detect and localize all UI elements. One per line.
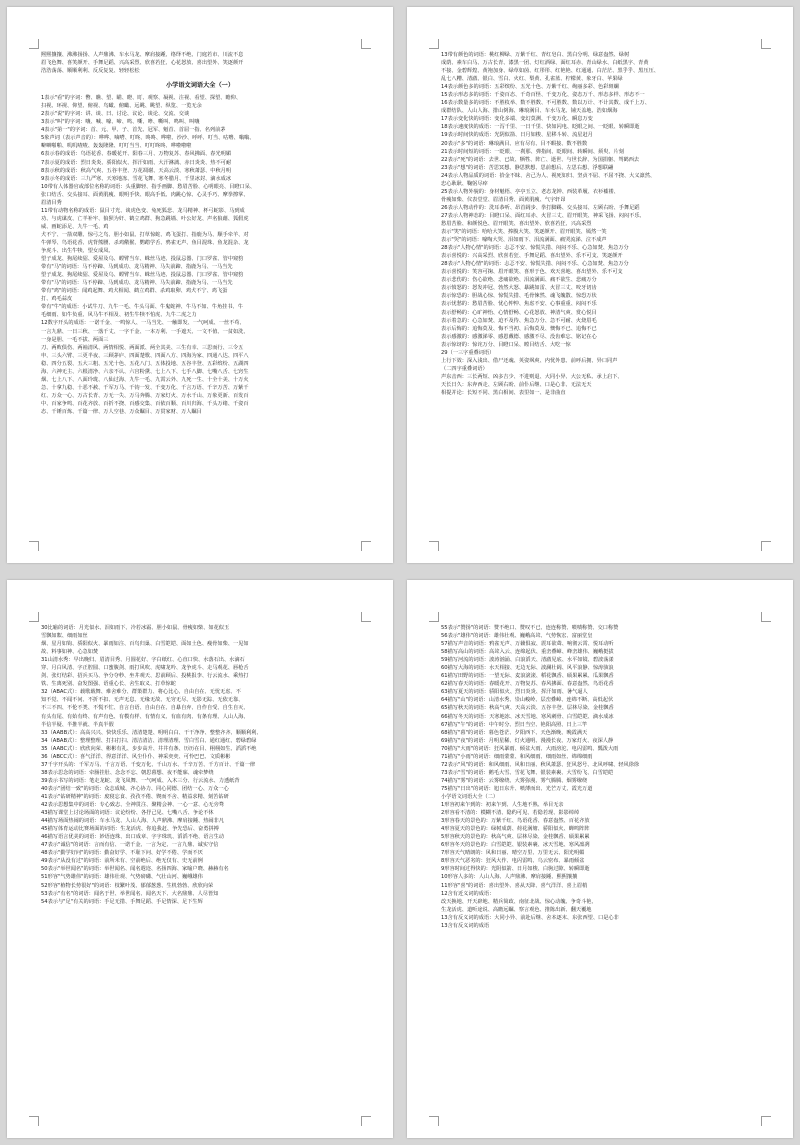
text-line: 64描写"山"的词语：山清水秀、崇山峻岭、层峦叠嶂、连绵不断、高低起伏 bbox=[441, 697, 614, 704]
margin-corner-mark bbox=[361, 39, 371, 49]
text-line: 生龙活虎、道听途说、高瞻远瞩、察言观色、推陈出新、翻天覆地 bbox=[441, 906, 592, 913]
text-line: 29（一三字重叠词语） bbox=[441, 349, 495, 356]
text-line: 功、与虎谋皮、亡羊补牢、狼狈为奸、鹤立鸡群、狗急跳墙、叶公好龙、声名狼藉、狐假虎 bbox=[41, 215, 249, 222]
text-line: 63描写夏天的词语：骄阳似火、烈日炎炎、挥汗如雨、暑气逼人 bbox=[441, 689, 588, 696]
text-line: 半信半疑、半推半就、半真半假 bbox=[41, 721, 114, 728]
text-line: 带有"鸡"的词语：闻鸡起舞、鸡犬相闻、鹤立鸡群、杀鸡取卵、鸡犬不宁、鸡飞蛋 bbox=[41, 288, 228, 295]
text-line: 62描写春天的词语：春暖花开、万物复苏、春风拂面、春意盎然、鸟语花香 bbox=[441, 681, 614, 688]
text-line: 一身是胆、一毛不拔、两面三 bbox=[41, 336, 109, 343]
text-line: 16表示数量多的词语：不胜枚举、数不胜数、不可胜数、数以万计、不计其数、成千上万、 bbox=[441, 100, 650, 107]
text-line: 5象声词（表示声音的）：哗哗、嘀嗒、叮咚、咚咚、哗啦、沙沙、呼呼、叮当、咕噜、嗡嗡、 bbox=[41, 135, 255, 142]
text-line: 39表示书写的词语：笔走龙蛇、龙飞凤舞、一气呵成、入木三分、行云流水、力透纸背 bbox=[41, 777, 240, 784]
document-page-4 bbox=[407, 580, 793, 1138]
text-line: 中、百家争鸣、百花齐放、百折不挠、百感交集、百依百顺、百川归海、千头万绪、千姿百 bbox=[41, 400, 249, 407]
text-line: 12数字开头的成语：一诺千金、一鸣惊人、一马当先、一触即发、一气呵成、一丝不苟、 bbox=[41, 320, 245, 327]
text-line: 4形容夏天的景色的：绿树成荫、荷花满塘、骄阳似火、蝉鸣阵阵 bbox=[441, 826, 590, 833]
text-line: 18表示速度快的成语：一泻千里、一日千里、快如闪电、眨眼之间、一眨眼、转瞬即逝 bbox=[441, 124, 640, 131]
margin-corner-mark bbox=[761, 612, 771, 622]
text-line: 2表示"说"的字词：讲、谈、曰、讨论、议论、谈论、交流、交谈 bbox=[41, 111, 190, 118]
text-line: 浩浩荡荡、顺顺利利、反反复复、轻轻松松 bbox=[41, 68, 140, 75]
text-line: 张口结舌、交头接耳、面黄肌瘦、眼明手快、眼高手低、肉跳心惊、心灵手巧、摩拳擦掌、 bbox=[41, 191, 249, 198]
text-line: 34（ABAB式）：整理整理、打扫打扫、清洁清洁、清理清理、雪白雪白、通红通红、碧绿碧绿 bbox=[41, 737, 257, 744]
margin-corner-mark bbox=[429, 1116, 439, 1126]
text-line: 65描写秋天的词语：秋高气爽、天高云淡、五谷丰登、层林尽染、金桂飘香 bbox=[441, 705, 614, 712]
text-line: 表示惊恐的：胆战心惊、惊慌失措、毛骨悚然、魂飞魄散、惊恐万状 bbox=[441, 293, 597, 300]
text-line: 54表示与"足"有关的词语：手足无措、手舞足蹈、手足情深、足下生辉 bbox=[41, 898, 203, 905]
text-line: 改天换地、开天辟地、精兵简政、南征北战、惊心动魄、争奇斗艳、 bbox=[441, 898, 597, 905]
text-line: 7表示夏的成语：烈日炎炎、骄阳似火、挥汗如雨、大汗淋漓、赤日炎炎、热不可耐 bbox=[41, 159, 232, 166]
text-line: 表示舒畅的：心旷神怡、心情舒畅、心花怒放、神清气爽、赏心悦目 bbox=[441, 309, 597, 316]
text-line: 38表示思念的词语：牵肠挂肚、念念不忘、朝思暮想、夜不能寐、魂牵梦绕 bbox=[41, 769, 214, 776]
text-line: 23表示"想"的词语：苦思冥想、静思默想、思前想后、左思右想、浮想联翩 bbox=[441, 164, 614, 171]
text-line: 73表示"雪"的词语：鹅毛大雪、雪花飞舞、银装素裹、大雪纷飞、白雪皑皑 bbox=[441, 769, 614, 776]
text-line: 表示"笑"的词语：哈哈大笑、捧腹大笑、笑逐颜开、眉开眼笑、嫣然一笑 bbox=[441, 229, 607, 236]
text-line: 成荫、素车白马、万古长青、漆黑一团、灯红酒绿、面红耳赤、青山绿水、白纸黑字、青黄 bbox=[441, 60, 649, 67]
text-line: 上行下效：深入浅出、借尸还魂、英姿飒爽、内忧外患、前呼后拥、异口同声 bbox=[441, 357, 618, 364]
text-line: 42表示思想集中的词语：专心致志、全神贯注、聚精会神、一心一意、心无旁骛 bbox=[41, 802, 224, 809]
text-line: 表示感激的：感激涕零、感恩戴德、感激不尽、没齿难忘、铭记在心 bbox=[441, 333, 597, 340]
text-line: 穿、月白风清、字正腔圆、口蜜腹剑、雨打风吹、虎啸龙吟、龙争虎斗、走马观花、唇枪舌 bbox=[41, 665, 249, 672]
text-line: 47表示"诚信"的词语：言而有信、一诺千金、一言为定、一言九鼎、诚实守信 bbox=[41, 842, 219, 849]
text-line: 烟、星月如钩、骄阳似火、暴雨如注、百鸟归巢、白雪皑皑、面如土色、瘦骨如柴、一见如 bbox=[41, 641, 249, 648]
text-line: （二四字重叠词语） bbox=[441, 365, 488, 372]
text-line: 49表示"从没有过"的词语：前所未有、空前绝后、绝无仅有、史无前例 bbox=[41, 858, 203, 865]
margin-corner-mark bbox=[29, 1116, 39, 1126]
text-line: 30比喻的词语：月光似水、泪如雨下、冷若冰霜、胆小如鼠、骨瘦如柴、如花似玉 bbox=[41, 625, 230, 631]
text-line: 50表示"举世闻名"的词语：举世闻名、闻名遐迩、名扬四海、家喻户晓、赫赫有名 bbox=[41, 866, 229, 873]
text-line: 威、画蛇添足、九牛一毛、鸡 bbox=[41, 223, 109, 230]
text-line: 雪飘如絮、细雨如丝 bbox=[41, 633, 88, 640]
text-line: 3形容春天的景色的：万紫千红、鸟语花香、春意盎然、百花齐放 bbox=[441, 818, 590, 825]
margin-corner-mark bbox=[29, 39, 39, 49]
text-line: 打、鸡毛蒜皮 bbox=[41, 296, 73, 303]
document-title: 小学语文词语大全（一） bbox=[165, 82, 235, 90]
text-line: 牛弹琴、鸟语花香、虎背熊腰、杀鸡儆猴、鹦鹉学舌、鸦雀无声、鱼目混珠、鱼龙混杂、龙 bbox=[41, 239, 249, 246]
text-line: 乱七八糟、清澈、银白、雪白、火红、梨黄、孔雀蓝、柠檬黄、象牙白、苹果绿 bbox=[441, 76, 623, 83]
text-line: 1形容初来乍到的：初来乍到、人生地不熟、举目无亲 bbox=[441, 802, 564, 809]
text-line: 望子成龙、狗尾续貂、爱屋及乌、螳臂当车、蛛丝马迹、投鼠忌器、门口罗雀、管中窥豹 bbox=[41, 272, 244, 279]
margin-corner-mark bbox=[761, 541, 771, 551]
text-line: 表示后悔的：追悔莫及、悔不当初、后悔莫及、懊悔不已、追悔不已 bbox=[441, 325, 597, 332]
text-line: 21表示时间短的词语：一眨眼、一刹那、弹指间、眨眼间、转瞬间、须臾、片刻 bbox=[441, 148, 624, 155]
text-line: 1表示"看"的字词：瞥、瞧、望、瞄、瞪、盯、观察、凝视、注视、看望、探望、瞻仰、 bbox=[41, 95, 242, 102]
text-line: 知不觉、不闻不问、不折不扣、无声无息、无缘无故、无穷无尽、无影无踪、无依无靠、 bbox=[41, 697, 244, 704]
text-line: 忠心耿耿、鞠躬尽瘁 bbox=[441, 180, 488, 187]
text-line: 11形容"喜"的词语：喜出望外、喜从天降、喜气洋洋、喜上眉梢 bbox=[441, 882, 588, 889]
text-line: 稳、四分五裂、五大三粗、五光十色、五花八门、五体投地、五谷丰登、五彩缤纷、五湖四 bbox=[41, 360, 249, 367]
text-line: 25表示人物外貌的：身材魁梧、亭亭玉立、老态龙钟、西装革履、衣衫褴褛、 bbox=[441, 188, 619, 195]
text-line: 9形容时间过得快的：光阴似箭、日月如梭、白驹过隙、转瞬即逝 bbox=[441, 866, 590, 873]
text-line: 6形容冬天的景色的：白雪皑皑、银装素裹、冰天雪地、寒风凛冽 bbox=[441, 842, 590, 849]
text-line: 58描写高山的词语：高耸入云、连绵起伏、重峦叠嶂、峰峦雄伟、巍峨挺拔 bbox=[441, 649, 614, 656]
text-line: 56表示"雄伟"的词语：雄伟壮观、巍峨高耸、气势恢宏、富丽堂皇 bbox=[441, 633, 593, 640]
text-line: 75描写"日出"的词语：旭日东升、喷薄而出、光芒万丈、霞光万道 bbox=[441, 785, 593, 792]
margin-corner-mark bbox=[29, 612, 39, 622]
text-line: 海、六神无主、六根清净、六亲不认、六宫粉黛、七上八下、七手八脚、七嘴八舌、七窍生 bbox=[41, 368, 249, 375]
text-line: 32（ABAC式）：载歌载舞、难舍难分、群策群力、将心比心、自由自在、无忧无虑、不 bbox=[41, 689, 241, 696]
text-line: 41表示"钻研精神"的词语：废寝忘食、孜孜不倦、锲而不舍、精益求精、刻苦钻研 bbox=[41, 793, 229, 800]
margin-corner-mark bbox=[361, 541, 371, 551]
margin-corner-mark bbox=[429, 39, 439, 49]
text-line: 2形容看不清的：模糊不清、隐约可见、若隐若现、影影绰绰 bbox=[441, 810, 580, 817]
text-line: 成群结队、人山人海、排山倒海、琳琅满目、车水马龙、铺天盖地、浩如烟海 bbox=[441, 108, 618, 115]
text-line: 6表示春的成语：鸟语花香、春暖花开、阳春三月、万物复苏、春风拂面、春光明媚 bbox=[41, 151, 232, 158]
text-line: 不三不四、不伦不类、不慌不忙、自言自语、自由自在、自暴自弃、自作自受、自生自灭、 bbox=[41, 705, 249, 712]
text-line: 申、三头六臂、三更半夜、三顾茅庐、四面楚歌、四面八方、四海为家、四通八达、四平八 bbox=[41, 352, 249, 359]
text-line: 表示忧愁的：愁眉苦脸、忧心忡忡、焦虑不安、心事重重、闷闷不乐 bbox=[441, 301, 597, 308]
text-line: 10带有人体器官或部位名称的词语：头重脚轻、指手画脚、愁眉苦脸、心明眼亮、目瞪口呆、 bbox=[41, 183, 256, 190]
text-line: 骨瘦如柴、仪表堂堂、眉清目秀、面黄肌瘦、气宇轩昂 bbox=[441, 196, 566, 203]
text-line: 带有"牛"的成语：小试牛刀、九牛一毛、牛头马面、牛鬼蛇神、牛马不如、牛角挂书、牛 bbox=[41, 304, 243, 311]
text-line: 铁、生离死别、奋发图强、语重心长、舍生取义、打草惊蛇 bbox=[41, 681, 176, 688]
text-line: 43描写课堂上讨论场面的词语：议论纷纷、各抒己见、七嘴八舌、争论不休 bbox=[41, 810, 214, 817]
text-line: 10形容人多的：人山人海、人声鼎沸、摩肩接踵、熙熙攘攘 bbox=[441, 874, 578, 881]
text-line: 表示惊讶的：惊诧万分、目瞪口呆、瞠目结舌、大吃一惊 bbox=[441, 341, 571, 348]
text-line: 带有"马"的词语：马不停蹄、马到成功、龙马精神、马失前蹄、指鹿为马、一马当先 bbox=[41, 280, 233, 287]
text-line: 28表示"人物心情"的词语：忐忑不安、惊慌失措、闷闷不乐、心急如焚、焦急万分 bbox=[441, 261, 629, 268]
text-line: 28表示"人物心情"的词语：忐忑不安、惊慌失措、闷闷不乐、心急如焚、焦急万分 bbox=[441, 245, 629, 252]
text-line: 表示喜悦的：笑容可掬、眉开眼笑、喜形于色、欢天喜地、喜出望外、乐不可支 bbox=[441, 269, 623, 276]
page-body bbox=[41, 624, 359, 906]
text-line: 毛细雨、如牛负重、风马牛不相及、初生牛犊不怕虎、九牛二虎之力 bbox=[41, 312, 197, 319]
text-line: 8形容天气恶劣的：狂风大作、电闪雷鸣、乌云密布、暴雨倾盆 bbox=[441, 858, 585, 865]
text-line: 59描写河流的词语：波涛汹涌、白浪滔天、清澈见底、水平如镜、碧波荡漾 bbox=[441, 657, 614, 664]
page-body bbox=[441, 51, 759, 397]
text-line: 带有"马"的词语：马不停蹄、马到成功、龙马精神、马失前蹄、指鹿为马、一马当先 bbox=[41, 264, 233, 271]
text-line: 13含有反义词的成语 bbox=[441, 922, 490, 929]
text-line: 红、万众一心、万古长青、万无一失、万马奔腾、万家灯火、万水千山、万象更新、百发百 bbox=[41, 392, 249, 399]
text-line: 3表示"叫"的字词：嚷、喊、嚎、啼、鸣、嘶、哮、嘶叫、鸣叫、叫嚷 bbox=[41, 119, 200, 126]
text-line: 13含有反义词的成语：大同小异、前赴后继、舍本逐末、东张西望、口是心非 bbox=[441, 914, 619, 921]
text-line: 44描写场面热闹的词语：车水马龙、人山人海、人声鼎沸、摩肩接踵、热闹非凡 bbox=[41, 818, 224, 825]
text-line: 66描写冬天的词语：天寒地冻、冰天雪地、寒风刺骨、白雪皑皑、滴水成冰 bbox=[441, 713, 614, 720]
text-line: 烟、七上八下、八面玲珑、八仙过海、九牛一毛、九霄云外、九死一生、十全十美、十万火 bbox=[41, 376, 249, 383]
text-line: 天长日久：东奔西走、左顾右盼、前仆后继、口是心非、无法无天 bbox=[441, 381, 592, 388]
text-line: 争虎斗、出生牛犊、望女成凤、 bbox=[41, 248, 114, 255]
text-line: 小学语文词语大全（二） bbox=[441, 793, 499, 800]
margin-corner-mark bbox=[361, 612, 371, 622]
text-line: 眉清目秀 bbox=[41, 199, 62, 206]
text-line: 27表示人物神态的：目瞪口呆、面红耳赤、火冒三丈、眉开眼笑、神采飞扬、闷闷不乐、 bbox=[441, 212, 645, 219]
text-line: 声东击西：三长两短、凶多吉少、不进则退、大同小异、大公无私、承上启下、 bbox=[441, 373, 623, 380]
text-line: 35（AABC式）：欣欣向荣、彬彬有礼、步步高升、井井有条、历历在目、栩栩如生、滔滔不绝 bbox=[41, 745, 257, 752]
margin-corner-mark bbox=[29, 541, 39, 551]
text-line: 眉飞色舞、喜笑颜开、手舞足蹈、兴高采烈、欣喜若狂、心花怒放、喜出望外、笑逐颜开 bbox=[41, 60, 244, 67]
text-line: 24表示人物品质的词语：拾金不昧、舍己为人、视死如归、坚贞不屈、不屈不挠、大义凛然、 bbox=[441, 172, 656, 179]
text-line: 48表示"勤学好问"的词语：勤奋好学、不耻下问、好学不倦、学而不厌 bbox=[41, 850, 203, 857]
text-line: 噼噼啪啪、叽叽喳喳、轰轰隆隆、叮叮当当、叮叮咚咚、哗啦啦啦 bbox=[41, 143, 192, 150]
document-page-2 bbox=[407, 7, 793, 563]
text-line: 45描写体育运动比赛场面的词语：生龙活虎、你追我赶、争先恐后、奋勇拼搏 bbox=[41, 826, 219, 833]
text-line: 33（AABB式）：高高兴兴、快快乐乐、清清楚楚、明明白白、干干净净、整整齐齐、顺顺利利、 bbox=[41, 729, 262, 736]
text-line: 14表示颜色多的词语：五彩缤纷、五光十色、万紫千红、绚丽多彩、色彩斑斓 bbox=[441, 84, 619, 91]
margin-corner-mark bbox=[361, 1116, 371, 1126]
text-line: 17表示变化快的词语：变化多端、变幻莫测、千变万化、瞬息万变 bbox=[441, 116, 593, 123]
text-line: 愁眉苦脸、和颜悦色、眉开眼笑、喜出望外、欣喜若狂、兴高采烈 bbox=[441, 220, 592, 227]
text-line: 熙熙攘攘、沸沸扬扬、人声鼎沸、车水马龙、摩肩接踵、络绎不绝、门庭若市、川流不息 bbox=[41, 52, 244, 58]
text-line: 67描写"午"的词语：中午时分、烈日当空、艳阳高照、日上三竿 bbox=[441, 721, 588, 728]
text-line: 表示喜悦的：兴高采烈、欣喜若狂、手舞足蹈、喜出望外、乐不可支、笑逐颜开 bbox=[441, 253, 623, 260]
document-page-1 bbox=[7, 7, 393, 563]
text-line: 5形容秋天的景色的：秋高气爽、层林尽染、金桂飘香、硕果累累 bbox=[441, 834, 590, 841]
text-line: 相提并论：长短不同、黑白相间、表里如一、是非曲直 bbox=[441, 389, 566, 396]
text-line: 扫视、环视、仰望、俯视、鸟瞰、俯瞰、远眺、眺望、纵览、一览无余 bbox=[41, 103, 202, 110]
text-line: 有头有尾、有始有终、有声有色、有模有样、有情有义、有血有肉、有条有理、人山人海、 bbox=[41, 713, 249, 720]
text-line: 36（ABCC式）：喜气洋洋、得意洋洋、风尘仆仆、神采奕奕、可怜巴巴、文质彬彬 bbox=[41, 753, 231, 760]
text-line: 一言九鼎、一日三秋、一落千丈、一字千金、一本万利、一手遮天、一文不值、一贫如洗、 bbox=[41, 328, 249, 335]
text-line: 11带有动物名称的成语：鼠目寸光、谈虎色变、兔死狐悲、龙马精神、杯弓蛇影、马到成 bbox=[41, 207, 245, 214]
text-line: 9表示冬的成语：三九严寒、天寒地冻、雪花飞舞、寒冬腊月、千里冰封、滴水成冰 bbox=[41, 175, 232, 182]
margin-corner-mark bbox=[761, 39, 771, 49]
text-line: 15表示形态多的词语：千姿百态、千奇百怪、千变万化、姿态万千、形态多样、形态不一 bbox=[441, 92, 645, 99]
margin-corner-mark bbox=[429, 612, 439, 622]
text-line: 急、十拿九稳、十恶不赦、千军万马、千钧一发、千变万化、千言万语、千辛万苦、万紫千 bbox=[41, 384, 249, 391]
text-line: 71描写"小雨"的词语：细雨蒙蒙、和风细雨、细雨如丝、绵绵细雨 bbox=[441, 753, 593, 760]
text-line: 74描写"雾"的词语：云雾缭绕、大雾弥漫、雾气腾腾、烟雾缭绕 bbox=[441, 777, 588, 784]
text-line: 13带有颜色的词语：桃红柳绿、万紫千红、青红皂白、黑白分明、绿意盎然、绿树 bbox=[441, 52, 630, 58]
text-line: 4表示"第一"的字词：首、元、甲、子、首先、冠军、魁首、首屈一指、名列前茅 bbox=[41, 127, 226, 134]
text-line: 26表示人物动作的：洗耳恭听、昂首阔步、拳打脚踢、交头接耳、左顾右盼、手舞足蹈 bbox=[441, 204, 640, 211]
text-line: 望子成龙、狗尾续貂、爱屋及乌、螳臂当车、蛛丝马迹、投鼠忌器、门口罗雀、管中窥豹 bbox=[41, 256, 244, 263]
text-line: 7形容天气晴朗的：风和日丽、晴空万里、万里无云、阳光明媚 bbox=[441, 850, 585, 857]
text-line: 表示悲伤的：伤心欲绝、悲痛欲绝、泪流满面、痛不欲生、悲痛万分 bbox=[441, 277, 597, 284]
text-line: 51形容"气势雄伟"的词语：雄伟壮观、气势磅礴、气壮山河、巍峨雄伟 bbox=[41, 874, 203, 881]
text-line: 19表示时间快的成语：光阴似箭、日月如梭、星移斗转、流星赶月 bbox=[441, 132, 593, 139]
text-line: 表示愤怒的：怒发冲冠、勃然大怒、暴跳如雷、火冒三丈、咬牙切齿 bbox=[441, 285, 597, 292]
text-line: 表示着急的：心急如焚、迫不及待、焦急万分、急不可耐、火烧眉毛 bbox=[441, 317, 597, 324]
text-line: 37千字开头的：千军万马、千言万语、千变万化、千山万水、千辛万苦、千方百计、千篇一律 bbox=[41, 761, 256, 768]
text-line: 8表示秋的成语：秋高气爽、五谷丰登、万花凋谢、天高云淡、寒秋萧瑟、中秋月明 bbox=[41, 167, 232, 174]
text-line: 22表示"死"的词语：去世、已故、牺牲、阵亡、逝世、与世长辞、为国捐躯、驾鹤西去 bbox=[441, 156, 640, 163]
text-line: 70描写"大雨"的词语：狂风暴雨、倾盆大雨、大雨滂沱、电闪雷鸣、瓢泼大雨 bbox=[441, 745, 619, 752]
page-intro bbox=[41, 51, 359, 75]
margin-corner-mark bbox=[761, 1116, 771, 1126]
text-line: 剑、张灯结彩、招兵买马、争分夺秒、坐井观天、思前顾后、投桃报李、行云流水、乘热打 bbox=[41, 673, 249, 680]
text-line: 52形容"植物长势很好"的词语：枝繁叶茂、郁郁葱葱、生机勃勃、欣欣向荣 bbox=[41, 882, 214, 889]
text-line: 不接、金碧辉煌、黄袍加身、绿草如茵、红彤彤、红艳艳、红通通、白茫茫、黑乎乎、黑压压、 bbox=[441, 68, 659, 75]
text-line: 46描写语言优美的词语：妙语连珠、出口成章、字字珠玑、滔滔不绝、语言生动 bbox=[41, 834, 224, 841]
margin-corner-mark bbox=[429, 541, 439, 551]
document-page-3 bbox=[7, 580, 393, 1138]
text-line: 犬不宁、一箭双雕、惊弓之鸟、胆小如鼠、打草惊蛇、鸡飞蛋打、指鹿为马、顺手牵羊、对 bbox=[41, 231, 249, 238]
text-line: 61描写田野的词语：一望无际、麦浪滚滚、稻花飘香、硕果累累、瓜果飘香 bbox=[441, 673, 614, 680]
page-body bbox=[41, 94, 359, 416]
text-line: 53表示"有名"的词语：闻名于世、举世闻名、闻名天下、大名鼎鼎、人尽皆知 bbox=[41, 890, 219, 897]
text-line: 故、料事如神、心急如焚 bbox=[41, 649, 99, 656]
text-line: 表示"哭"的词语：嚎啕大哭、泪如雨下、泪流满面、痛哭流涕、泣不成声 bbox=[441, 237, 607, 244]
page-body bbox=[441, 624, 759, 930]
text-line: 57描写声音的词语：鸦雀无声、万籁俱寂、震耳欲聋、响彻云霄、悦耳动听 bbox=[441, 641, 614, 648]
text-line: 55表示"赞扬"的词语：赞不绝口、赞叹不已、连连称赞、啧啧称赞、交口称赞 bbox=[441, 625, 619, 631]
text-line: 40表示"团结一致"的词语：众志成城、齐心协力、同心同德、团结一心、万众一心 bbox=[41, 785, 229, 792]
text-line: 69描写"夜"的词语：月明星稀、灯火通明、漫漫长夜、万家灯火、夜深人静 bbox=[441, 737, 614, 744]
text-line: 12含有近义词的成语： bbox=[441, 890, 495, 897]
text-line: 态、千锤百炼、千篇一律、万人空巷、万众瞩目、万贯家财、万人瞩目 bbox=[41, 408, 202, 415]
text-line: 68描写"暮"的词语：暮色苍茫、夕阳西下、天色渐晚、晚霞满天 bbox=[441, 729, 588, 736]
text-line: 刀、两败俱伤、两袖清风、两情相悦、两面派、两全其美、三生有幸、三思而行、三令五 bbox=[41, 344, 244, 351]
text-line: 20表示"多"的词语：琳琅满目、应有尽有、目不暇接、数不胜数 bbox=[441, 140, 588, 147]
text-line: 60描写大海的词语：水天相接、无边无际、波澜壮阔、风平浪静、惊涛骇浪 bbox=[441, 665, 614, 672]
text-line: 31山清水秀：早出晚归、眉清目秀、月圆花好、字白纸红、心直口快、水落石出、水滴石 bbox=[41, 657, 245, 664]
text-line: 72表示"风"的词语：和风细雨、风和日丽、秋风萧瑟、狂风怒号、北风呼啸、轻风徐徐 bbox=[441, 761, 640, 768]
